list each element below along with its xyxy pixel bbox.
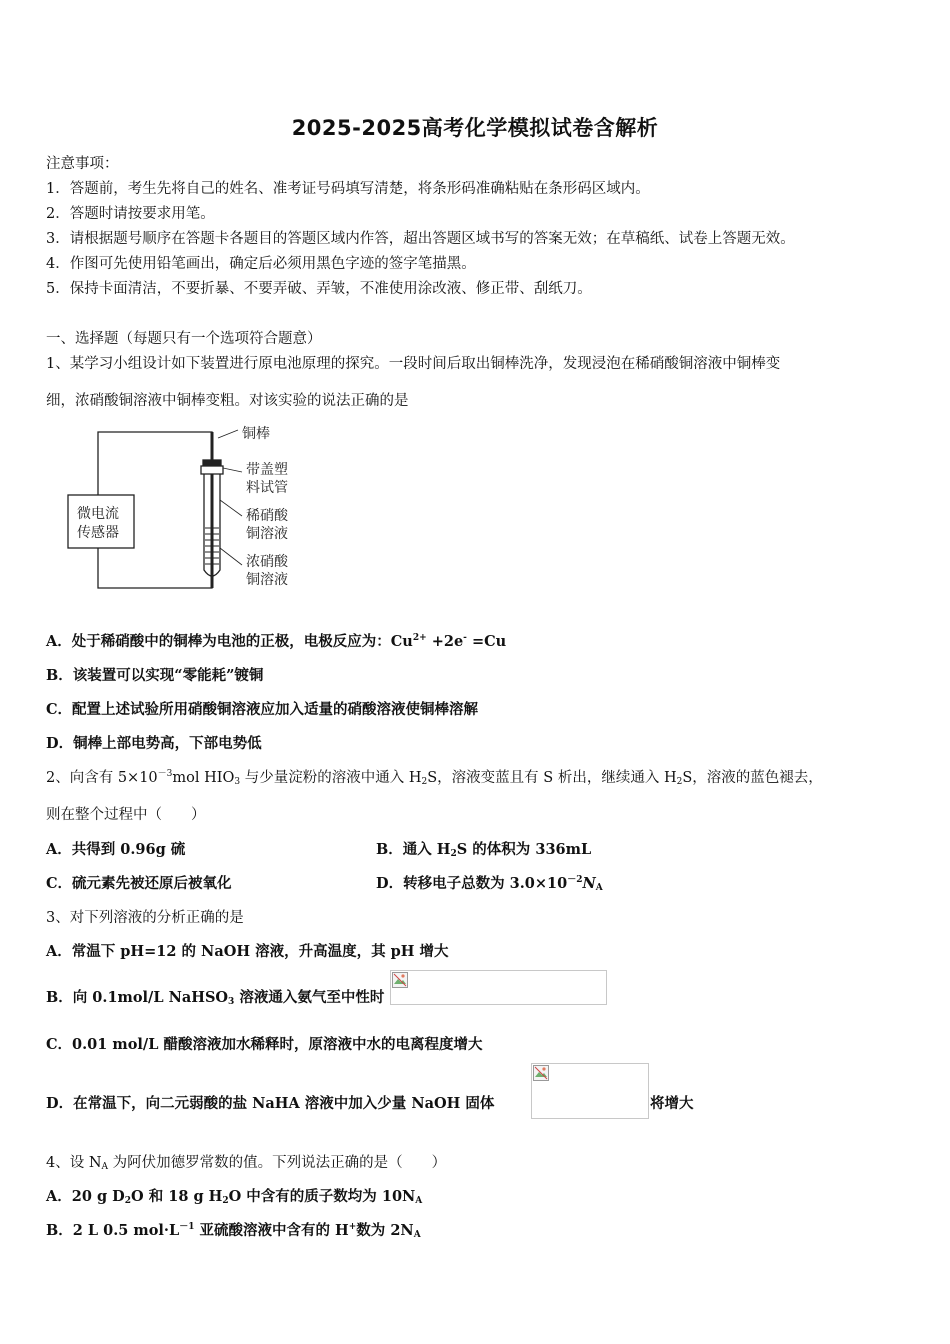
q1-stem-line1: 1、某学习小组设计如下装置进行原电池原理的探究。一段时间后取出铜棒洗净，发现浸泡在稀硝酸铜溶液中铜棒变 bbox=[46, 356, 781, 372]
q4-stem bbox=[46, 1151, 446, 1172]
q3-stem: 3、对下列溶液的分析正确的是 bbox=[46, 910, 244, 926]
q4-a-sub1: 2 bbox=[124, 1196, 132, 1206]
sensor-label-2: 传感器 bbox=[77, 525, 119, 541]
q2-p1: 2、向含有 5×10 bbox=[46, 770, 158, 786]
tube-label-1: 带盖塑 bbox=[246, 462, 288, 478]
q4-option-a bbox=[46, 1185, 422, 1206]
q2-p2-sub: 3 bbox=[234, 777, 241, 787]
q4-a-b: O 和 18 g H bbox=[131, 1188, 223, 1205]
dilute-label-1: 稀硝酸 bbox=[246, 508, 288, 524]
broken-image-icon bbox=[533, 1065, 549, 1081]
q4-b-c: 数为 2N bbox=[356, 1222, 414, 1239]
tube-label-2: 料试管 bbox=[246, 480, 288, 496]
q1-a-sup2: - bbox=[463, 633, 467, 643]
q2-option-d bbox=[376, 872, 603, 893]
q2-b-a: B．通入 H bbox=[376, 841, 451, 858]
broken-image-icon bbox=[392, 972, 408, 988]
q2-d-sub: A bbox=[595, 883, 603, 893]
q2-stem-line2: 则在整个过程中（ ） bbox=[46, 807, 206, 823]
notice-heading: 注意事项： bbox=[46, 156, 119, 172]
q2-d-a: D．转移电子总数为 3.0×10 bbox=[376, 875, 568, 892]
q3-option-d-end: 将增大 bbox=[650, 1095, 694, 1112]
q2-p4-sub: 2 bbox=[676, 777, 683, 787]
page-title: 2025-2025高考化学模拟试卷含解析 bbox=[291, 116, 659, 140]
conc-label-1: 浓硝酸 bbox=[246, 554, 288, 570]
rod-label: 铜棒 bbox=[242, 426, 270, 442]
q4-a-c: O 中含有的质子数均为 10N bbox=[228, 1188, 416, 1205]
q3-b-a: B．向 0.1mol/L NaHSO bbox=[46, 989, 229, 1006]
q3-b-sub: 3 bbox=[228, 997, 235, 1007]
q2-p3: 与少量淀粉的溶液中通入 H bbox=[240, 770, 422, 786]
q2-p4: S，溶液变蓝且有 S 析出，继续通入 H bbox=[427, 770, 677, 786]
galvanic-cell-diagram bbox=[60, 420, 320, 600]
q3-option-a: A．常温下 pH=12 的 NaOH 溶液，升高温度，其 pH 增大 bbox=[46, 943, 449, 960]
q4-a-sub2: 2 bbox=[222, 1196, 229, 1206]
q2-d-n: N bbox=[582, 875, 596, 892]
q1-option-c: C．配置上述试验所用硝酸铜溶液应加入适量的硝酸溶液使铜棒溶解 bbox=[46, 701, 479, 718]
section-heading: 一、选择题（每题只有一个选项符合题意） bbox=[46, 331, 322, 347]
q2-p3-sub: 2 bbox=[421, 777, 428, 787]
q2-option-c: C．硫元素先被还原后被氧化 bbox=[46, 875, 232, 892]
q4-option-b bbox=[46, 1219, 421, 1240]
q1-option-a bbox=[46, 630, 506, 651]
q2-b-b: S 的体积为 336mL bbox=[456, 841, 592, 858]
q2-p5: S，溶液的蓝色褪去， bbox=[682, 770, 823, 786]
q4-a-sub3: A bbox=[415, 1196, 423, 1206]
q1-a-end: =Cu bbox=[466, 633, 507, 650]
notice-item-5: 5．保持卡面清洁，不要折暴、不要弄破、弄皱，不准使用涂改液、修正带、刮纸刀。 bbox=[46, 281, 592, 297]
q1-option-d: D．铜棒上部电势高，下部电势低 bbox=[46, 735, 262, 752]
q1-a-mid: +2e bbox=[426, 633, 464, 650]
q4-b-sup: －1 bbox=[179, 1222, 195, 1232]
notice-item-2: 2．答题时请按要求用笔。 bbox=[46, 206, 215, 222]
q4-b-b: 亚硫酸溶液中含有的 H bbox=[194, 1222, 349, 1239]
q1-stem-line2: 细，浓硝酸铜溶液中铜棒变粗。对该实验的说法正确的是 bbox=[46, 393, 409, 409]
q4-p1: 4、设 N bbox=[46, 1155, 102, 1171]
q1-a-sup: 2+ bbox=[412, 633, 427, 643]
q4-p1-sub: A bbox=[101, 1162, 109, 1172]
q3-b-b: 溶液通入氨气至中性时 bbox=[234, 989, 385, 1006]
q3-option-c: C．0.01 mol/L 醋酸溶液加水稀释时，原溶液中水的电离程度增大 bbox=[46, 1036, 483, 1053]
q4-b-a: B．2 L 0.5 mol·L bbox=[46, 1222, 180, 1239]
q1-option-b: B．该装置可以实现“零能耗”镀铜 bbox=[46, 667, 264, 684]
notice-item-4: 4．作图可先使用铅笔画出，确定后必须用黑色字迹的签字笔描黑。 bbox=[46, 256, 476, 272]
q4-a-a: A．20 g D bbox=[46, 1188, 125, 1205]
q1-a-formula: Cu bbox=[390, 633, 413, 650]
q4-p2: 为阿伏加德罗常数的值。下列说法正确的是（ ） bbox=[108, 1155, 447, 1171]
q4-b-sup2: + bbox=[348, 1222, 357, 1232]
q3-option-d bbox=[46, 1092, 494, 1113]
q2-b-sub: 2 bbox=[450, 849, 457, 859]
sensor-label-1: 微电流 bbox=[77, 506, 119, 522]
q3-d-a: D．在常温下，向二元弱酸的盐 NaHA 溶液中加入少量 NaOH 固体 bbox=[46, 1095, 495, 1112]
q2-option-b bbox=[376, 838, 591, 859]
dilute-label-2: 铜溶液 bbox=[246, 526, 288, 542]
q3-option-b bbox=[46, 986, 384, 1007]
q1-a-text: A．处于稀硝酸中的铜棒为电池的正极，电极反应为： bbox=[46, 633, 391, 650]
q2-p1-sup: －3 bbox=[157, 769, 173, 779]
notice-item-3: 3．请根据题号顺序在答题卡各题目的答题区域内作答，超出答题区域书写的答案无效；在草稿纸、试卷上答题无效。 bbox=[46, 231, 795, 247]
notice-item-1: 1．答题前，考生先将自己的姓名、准考证号码填写清楚，将条形码准确粘贴在条形码区域内。 bbox=[46, 181, 650, 197]
broken-image-placeholder bbox=[390, 970, 607, 1005]
conc-label-2: 铜溶液 bbox=[246, 572, 288, 588]
broken-image-placeholder-2 bbox=[531, 1063, 649, 1119]
q4-b-sub: A bbox=[413, 1230, 421, 1240]
q2-d-sup: －2 bbox=[567, 875, 583, 885]
q2-option-a: A．共得到 0.96g 硫 bbox=[46, 841, 186, 858]
q2-p2: mol HIO bbox=[172, 770, 235, 786]
q2-stem-line1 bbox=[46, 766, 823, 787]
